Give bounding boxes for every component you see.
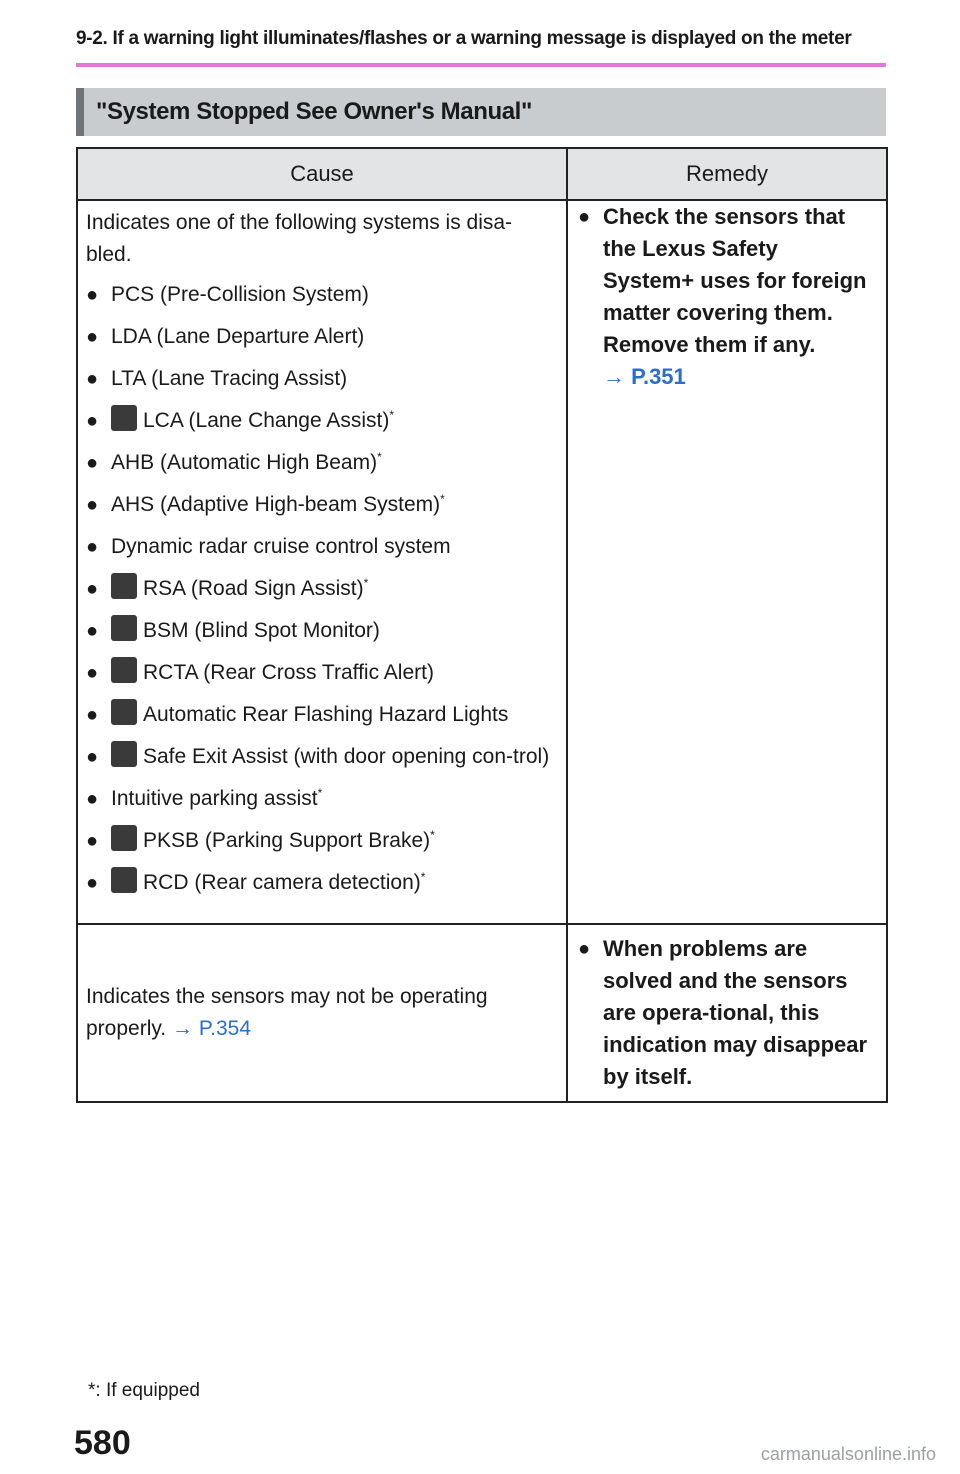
list-item-label: RSA (Road Sign Assist) [143, 577, 364, 600]
lane-change-assist-icon [111, 405, 137, 431]
footnote-marker: * [389, 408, 394, 422]
list-item-content [111, 783, 556, 815]
bullet-dot: ● [86, 662, 99, 684]
list-item [86, 867, 556, 899]
list-item-label: Automatic Rear Flashing Hazard Lights [143, 703, 509, 726]
bullet-dot: ● [578, 938, 591, 960]
bullet-dot: ● [86, 536, 99, 558]
header-rule [76, 63, 886, 67]
bullet-dot: ● [86, 494, 99, 516]
list-item-label: AHS (Adaptive High-beam System) [111, 493, 441, 516]
list-item [86, 279, 556, 311]
page-header: 9-2. If a warning light illuminates/flashes or a warning message is displayed on the meter [76, 28, 852, 49]
list-item-content [111, 573, 556, 605]
bullet-dot: ● [86, 452, 99, 474]
footnote-marker: * [363, 576, 369, 590]
cause-cell [77, 924, 567, 1102]
watermark: carmanualsonline.info [760, 1444, 936, 1464]
list-item-content [111, 615, 556, 647]
list-item-content [111, 825, 556, 857]
list-item-label: LDA (Lane Departure Alert) [111, 325, 365, 348]
rear-hazard-lights-icon [111, 699, 137, 725]
list-item-label: PKSB (Parking Support Brake) [143, 829, 431, 852]
cause-text: Indicates the sensors may not be operating properly. [86, 985, 488, 1040]
table-header-row [77, 148, 887, 200]
list-item-label: Safe Exit Assist (with door opening con-trol) [143, 745, 550, 768]
footnote-marker: * [377, 450, 382, 464]
footnote: *: If equipped [88, 1380, 200, 1401]
remedy-bullet [578, 933, 874, 1093]
table-row [77, 200, 887, 924]
remedy-cell [567, 924, 887, 1102]
list-item-content [111, 405, 556, 437]
cause-intro: Indicates one of the following systems is disa-bled. [86, 211, 513, 266]
list-item [86, 321, 556, 353]
footnote-marker: * [420, 870, 426, 884]
list-item [86, 657, 556, 689]
list-item-content [111, 363, 556, 395]
bullet-dot: ● [86, 368, 99, 390]
footnote-marker: * [440, 492, 445, 506]
list-item-label: Intuitive parking assist [111, 787, 318, 810]
remedy-bullet [578, 201, 874, 393]
column-header-remedy: Remedy [567, 148, 887, 200]
list-item-content [111, 699, 556, 731]
list-item [86, 741, 556, 773]
list-item-content [111, 867, 556, 899]
parking-support-brake-icon [111, 825, 137, 851]
cause-page-link[interactable]: → P.354 [172, 1017, 252, 1040]
list-item-label: LCA (Lane Change Assist) [143, 409, 390, 432]
list-item [86, 699, 556, 731]
list-item [86, 531, 556, 563]
bullet-dot: ● [86, 704, 99, 726]
list-item-content [111, 489, 556, 521]
cause-remedy-table [76, 147, 888, 1103]
list-item-label: PCS (Pre-Collision System) [111, 283, 369, 306]
bullet-dot: ● [86, 872, 99, 894]
remedy-page-link[interactable]: → P.351 [603, 364, 686, 389]
list-item-label: RCTA (Rear Cross Traffic Alert) [143, 661, 434, 684]
column-header-cause: Cause [77, 148, 567, 200]
cause-cell [77, 200, 567, 924]
bullet-dot: ● [578, 206, 591, 228]
road-sign-assist-icon [111, 573, 137, 599]
bullet-dot: ● [86, 578, 99, 600]
remedy-cell [567, 200, 887, 924]
list-item-label: AHB (Automatic High Beam) [111, 451, 378, 474]
list-item-content [111, 741, 556, 773]
list-item-label: Dynamic radar cruise control system [111, 535, 451, 558]
bullet-dot: ● [86, 830, 99, 852]
list-item [86, 825, 556, 857]
system-list [86, 279, 556, 899]
bullet-dot: ● [86, 788, 99, 810]
list-item [86, 615, 556, 647]
section-title: "System Stopped See Owner's Manual" [76, 88, 886, 136]
list-item [86, 405, 556, 437]
footnote-marker: * [317, 786, 323, 800]
list-item [86, 573, 556, 605]
safe-exit-assist-icon [111, 741, 137, 767]
list-item-content [111, 657, 556, 689]
list-item-content [111, 447, 556, 479]
rear-cross-traffic-alert-icon [111, 657, 137, 683]
list-item [86, 447, 556, 479]
rear-camera-detection-icon [111, 867, 137, 893]
list-item-label: BSM (Blind Spot Monitor) [143, 619, 380, 642]
bullet-dot: ● [86, 326, 99, 348]
table-row [77, 924, 887, 1102]
blind-spot-monitor-icon [111, 615, 137, 641]
bullet-dot: ● [86, 620, 99, 642]
bullet-dot: ● [86, 746, 99, 768]
footnote-marker: * [430, 828, 435, 842]
list-item-label: RCD (Rear camera detection) [143, 871, 421, 894]
page-number: 580 [74, 1424, 131, 1462]
bullet-dot: ● [86, 410, 99, 432]
list-item [86, 783, 556, 815]
list-item-content [111, 279, 556, 311]
list-item [86, 363, 556, 395]
list-item-content [111, 531, 556, 563]
list-item-content [111, 321, 556, 353]
list-item [86, 489, 556, 521]
list-item-label: LTA (Lane Tracing Assist) [111, 367, 348, 390]
remedy-text: When problems are solved and the sensors are opera-tional, this indication may disappear by itself. [603, 936, 868, 1089]
remedy-text: Check the sensors that the Lexus Safety System+ uses for foreign matter covering them. Remove them if any. [603, 204, 867, 357]
bullet-dot: ● [86, 284, 99, 306]
